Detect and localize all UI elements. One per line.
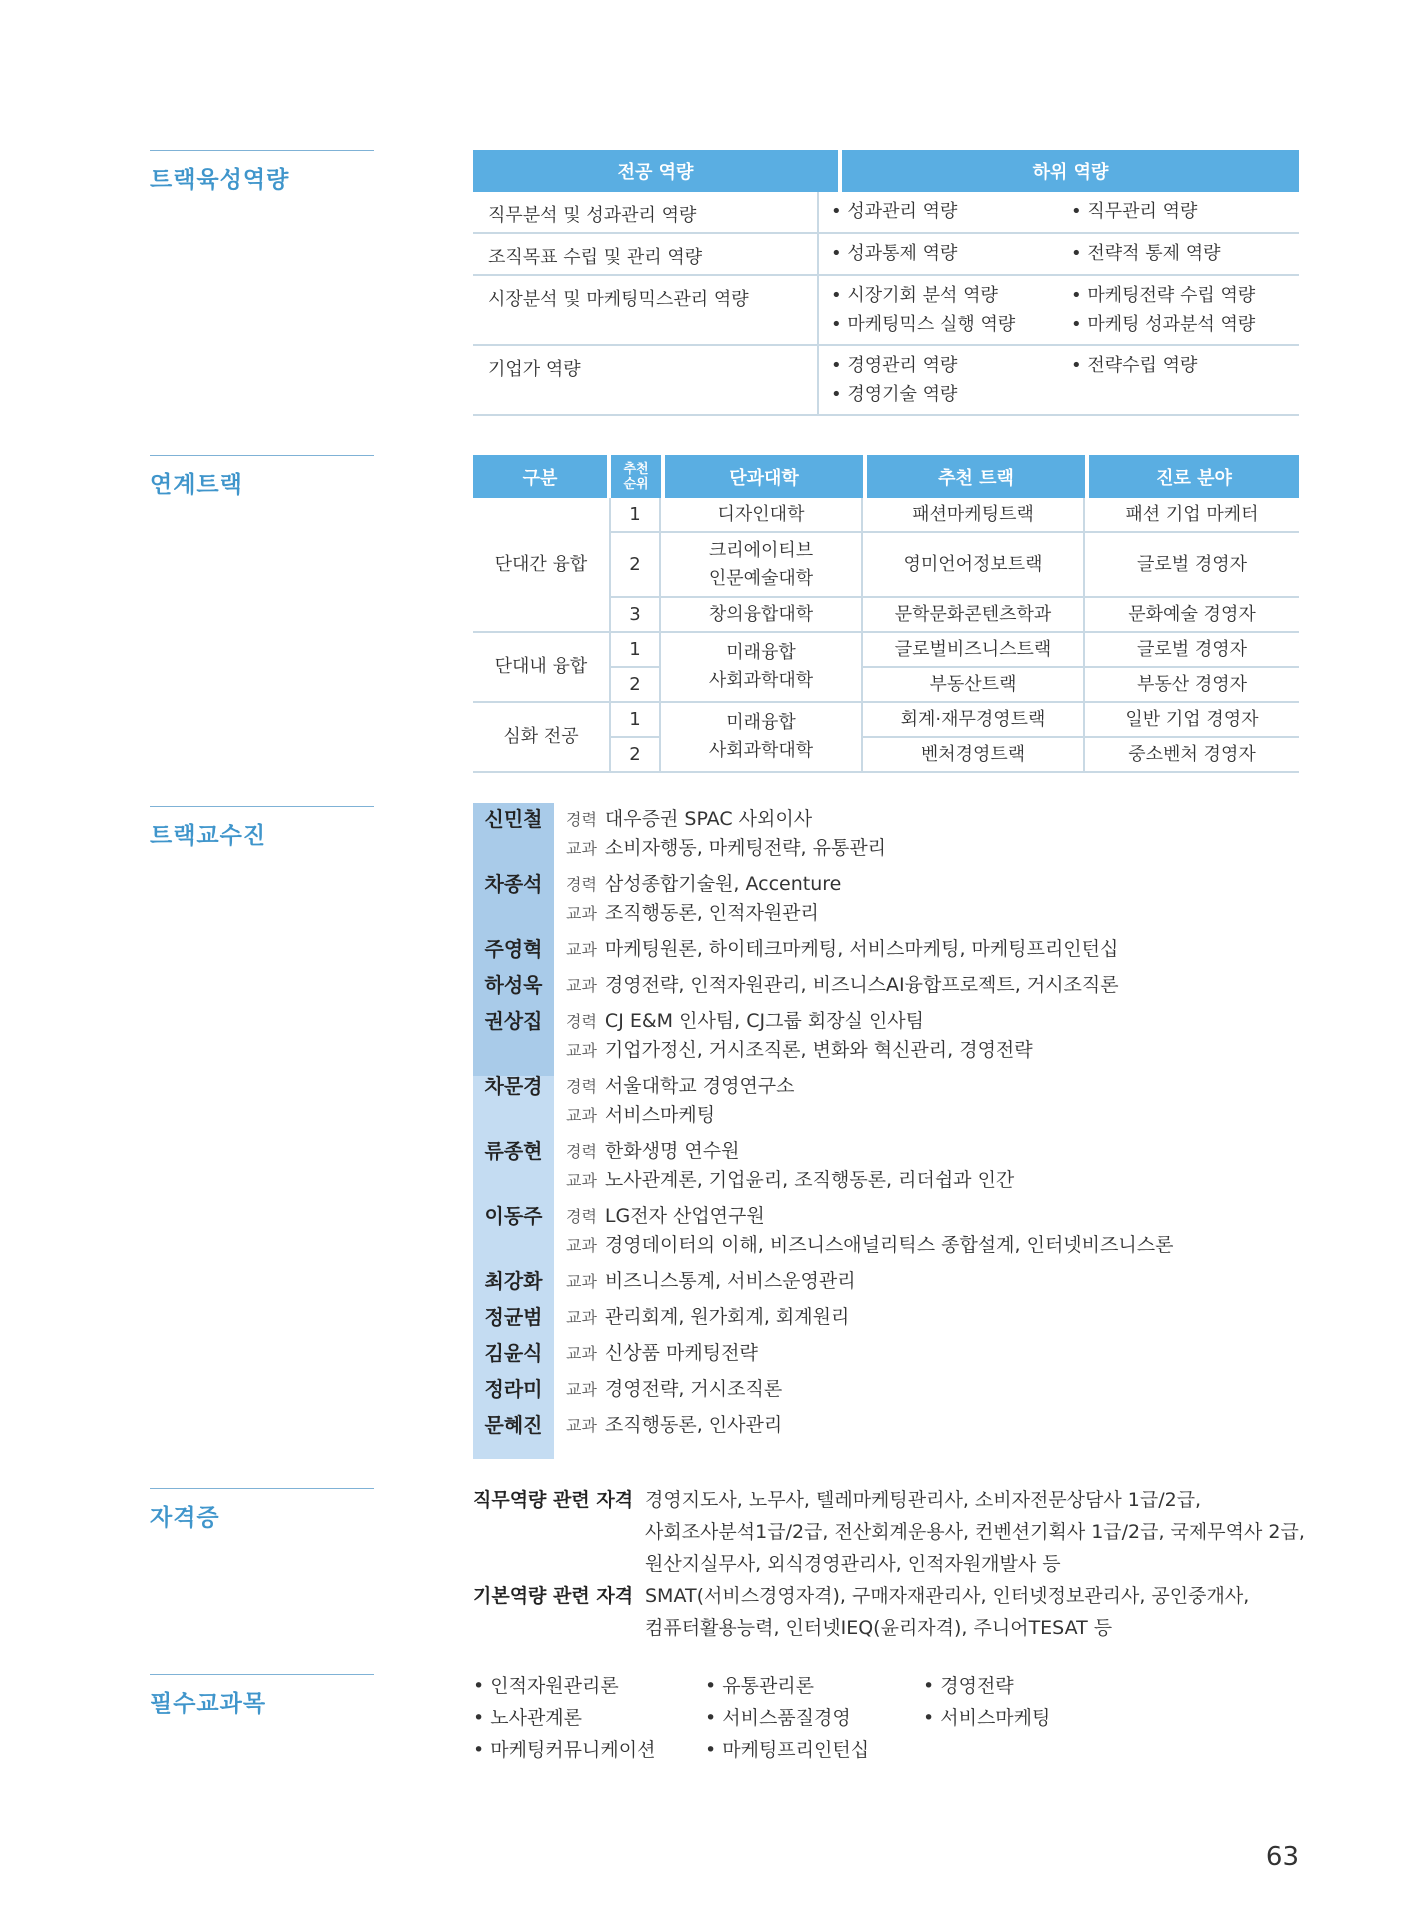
faculty-courses: 조직행동론, 인적자원관리 <box>604 902 819 924</box>
rank-cell: 2 <box>611 533 661 598</box>
section-title-track-competency: 트랙육성역량 <box>150 150 374 194</box>
track-cell: 회계·재무경영트랙 <box>863 703 1085 738</box>
certificate-line: 사회조사분석1급/2급, 전산회계운용사, 컨벤션기획사 1급/2급, 국제무역사 2급, <box>645 1521 1305 1543</box>
faculty-courses: 마케팅원론, 하이테크마케팅, 서비스마케팅, 마케팅프리인턴십 <box>604 938 1119 960</box>
header-rank-top: 추천 <box>623 461 649 477</box>
college-cell <box>661 633 863 703</box>
rank-cell: 1 <box>611 498 661 533</box>
major-competency: 기업가 역량 <box>488 359 581 380</box>
college-line: 미래융합 <box>726 712 796 733</box>
faculty-name: 문혜진 <box>484 1413 543 1437</box>
certificate-line: 원산지실무사, 외식경영관리사, 인적자원개발사 등 <box>645 1553 1061 1575</box>
faculty-career: CJ E&M 인사팀, CJ그룹 회장실 인사팀 <box>604 1010 925 1032</box>
faculty-career: 서울대학교 경영연구소 <box>604 1075 795 1097</box>
rank-cell: 2 <box>611 668 661 703</box>
college-line: 크리에이티브 <box>708 539 814 561</box>
course-tag: 교과 <box>566 1106 597 1125</box>
career-tag: 경력 <box>566 1207 597 1226</box>
required-course: • 인적자원관리론 <box>473 1675 619 1697</box>
rank-cell: 1 <box>611 703 661 738</box>
career-cell: 중소벤처 경영자 <box>1085 738 1299 773</box>
sub-competency: • 마케팅 성과분석 역량 <box>1071 314 1256 335</box>
college-line: 사회과학대학 <box>708 670 814 691</box>
faculty-name: 김윤식 <box>484 1341 543 1365</box>
track-cell: 벤처경영트랙 <box>863 738 1085 773</box>
career-cell: 글로벌 경영자 <box>1085 633 1299 668</box>
college-line: 미래융합 <box>726 642 796 663</box>
course-tag: 교과 <box>566 1380 597 1399</box>
sub-competency: • 직무관리 역량 <box>1071 201 1198 222</box>
faculty-courses: 경영데이터의 이해, 비즈니스애널리틱스 종합설계, 인터넷비즈니스론 <box>604 1234 1174 1256</box>
required-course: • 마케팅커뮤니케이션 <box>473 1739 656 1761</box>
page-number: 63 <box>1265 1842 1299 1872</box>
certificate-line: SMAT(서비스경영자격), 구매자재관리사, 인터넷정보관리사, 공인중개사, <box>645 1585 1250 1607</box>
faculty-name: 류종현 <box>484 1139 543 1163</box>
table-row <box>473 234 1299 276</box>
faculty-career: 대우증권 SPAC 사외이사 <box>604 808 813 830</box>
required-course: • 노사관계론 <box>473 1707 583 1729</box>
course-tag: 교과 <box>566 1344 597 1363</box>
course-tag: 교과 <box>566 1308 597 1327</box>
section-title-certificates: 자격증 <box>150 1488 374 1532</box>
track-cell: 문학문화콘텐츠학과 <box>863 598 1085 633</box>
career-tag: 경력 <box>566 1142 597 1161</box>
required-course: • 경영전략 <box>923 1675 1014 1697</box>
sub-competency: • 경영관리 역량 <box>831 355 958 376</box>
faculty-name: 이동주 <box>484 1204 543 1228</box>
track-cell: 글로벌비즈니스트랙 <box>863 633 1085 668</box>
faculty-courses: 기업가정신, 거시조직론, 변화와 혁신관리, 경영전략 <box>604 1039 1033 1061</box>
major-competency: 시장분석 및 마케팅믹스관리 역량 <box>488 289 749 310</box>
certificate-line: 경영지도사, 노무사, 텔레마케팅관리사, 소비자전문상담사 1급/2급, <box>645 1489 1202 1511</box>
faculty-name: 권상집 <box>484 1009 543 1033</box>
required-courses-col-3 <box>923 1670 1050 1734</box>
competency-table <box>473 150 1299 416</box>
faculty-name: 차문경 <box>484 1074 543 1098</box>
rank-cell: 3 <box>611 598 661 633</box>
faculty-courses: 노사관계론, 기업윤리, 조직행동론, 리더쉽과 인간 <box>604 1169 1015 1191</box>
header-rank <box>611 455 661 498</box>
rank-cell: 2 <box>611 738 661 773</box>
required-course: • 서비스마케팅 <box>923 1707 1051 1729</box>
faculty-career: LG전자 산업연구원 <box>604 1205 765 1227</box>
certificate-job-label: 직무역량 관련 자격 <box>473 1489 634 1511</box>
sub-competency: • 전략수립 역량 <box>1071 355 1198 376</box>
group-label: 단대간 융합 <box>473 498 611 633</box>
faculty-courses: 비즈니스통계, 서비스운영관리 <box>604 1270 856 1292</box>
section-title-required-courses: 필수교과목 <box>150 1674 374 1718</box>
faculty-name: 정균범 <box>484 1305 543 1329</box>
faculty-name: 차종석 <box>484 872 543 896</box>
required-course: • 유통관리론 <box>705 1675 815 1697</box>
required-courses-col-1 <box>473 1670 655 1766</box>
faculty-courses: 소비자행동, 마케팅전략, 유통관리 <box>604 837 887 859</box>
section-title-track-faculty: 트랙교수진 <box>150 806 374 850</box>
college-cell <box>661 703 863 773</box>
college-cell <box>661 533 863 598</box>
course-tag: 교과 <box>566 976 597 995</box>
course-tag: 교과 <box>566 839 597 858</box>
table-row <box>473 346 1299 416</box>
faculty-name: 하성욱 <box>484 973 543 997</box>
faculty-name: 정라미 <box>484 1377 543 1401</box>
major-competency: 조직목표 수립 및 관리 역량 <box>488 247 703 268</box>
sub-competency: • 성과관리 역량 <box>831 201 958 222</box>
career-cell: 부동산 경영자 <box>1085 668 1299 703</box>
course-tag: 교과 <box>566 1171 597 1190</box>
group-label: 심화 전공 <box>473 703 611 773</box>
required-course: • 서비스품질경영 <box>705 1707 851 1729</box>
career-tag: 경력 <box>566 875 597 894</box>
sub-competency: • 경영기술 역량 <box>831 384 958 405</box>
header-category: 구분 <box>473 455 607 498</box>
career-tag: 경력 <box>566 1012 597 1031</box>
header-sub-competency: 하위 역량 <box>842 150 1299 192</box>
table-row <box>473 192 1299 234</box>
faculty-courses: 관리회계, 원가회계, 회계원리 <box>604 1306 850 1328</box>
sub-competency: • 성과통제 역량 <box>831 243 958 264</box>
course-tag: 교과 <box>566 1236 597 1255</box>
certificate-basic-label: 기본역량 관련 자격 <box>473 1585 634 1607</box>
track-cell: 영미언어정보트랙 <box>863 533 1085 598</box>
group-label: 단대내 융합 <box>473 633 611 703</box>
track-cell: 부동산트랙 <box>863 668 1085 703</box>
sub-competency: • 전략적 통제 역량 <box>1071 243 1221 264</box>
faculty-name: 최강화 <box>484 1269 543 1293</box>
faculty-courses: 경영전략, 인적자원관리, 비즈니스AI융합프로젝트, 거시조직론 <box>604 974 1119 996</box>
sub-competency: • 시장기회 분석 역량 <box>831 285 998 306</box>
linked-track-table-header <box>473 455 1299 498</box>
competency-table-header <box>473 150 1299 192</box>
career-cell: 일반 기업 경영자 <box>1085 703 1299 738</box>
faculty-courses: 신상품 마케팅전략 <box>604 1342 758 1364</box>
header-career: 진로 분야 <box>1089 455 1299 498</box>
career-tag: 경력 <box>566 810 597 829</box>
college-cell: 창의융합대학 <box>661 598 863 633</box>
career-cell: 문화예술 경영자 <box>1085 598 1299 633</box>
faculty-name: 신민철 <box>484 807 543 831</box>
faculty-courses: 조직행동론, 인사관리 <box>604 1414 783 1436</box>
header-college: 단과대학 <box>665 455 863 498</box>
faculty-courses: 서비스마케팅 <box>604 1104 716 1126</box>
header-major-competency: 전공 역량 <box>473 150 838 192</box>
section-title-linked-track: 연계트랙 <box>150 455 374 499</box>
rank-cell: 1 <box>611 633 661 668</box>
sub-competency: • 마케팅믹스 실행 역량 <box>831 314 1016 335</box>
header-rank-bottom: 순위 <box>623 476 649 492</box>
sub-competency: • 마케팅전략 수립 역량 <box>1071 285 1256 306</box>
certificate-line: 컴퓨터활용능력, 인터넷IEQ(윤리자격), 주니어TESAT 등 <box>645 1617 1113 1639</box>
college-line: 사회과학대학 <box>708 740 814 761</box>
college-line: 인문예술대학 <box>708 567 814 589</box>
required-courses-col-2 <box>705 1670 869 1766</box>
faculty-career: 삼성종합기술원, Accenture <box>604 873 842 895</box>
college-cell: 디자인대학 <box>661 498 863 533</box>
course-tag: 교과 <box>566 904 597 923</box>
course-tag: 교과 <box>566 1041 597 1060</box>
course-tag: 교과 <box>566 1272 597 1291</box>
faculty-name: 주영혁 <box>484 937 543 961</box>
major-competency: 직무분석 및 성과관리 역량 <box>488 205 697 226</box>
required-course: • 마케팅프리인턴십 <box>705 1739 870 1761</box>
table-row <box>473 276 1299 346</box>
career-cell: 글로벌 경영자 <box>1085 533 1299 598</box>
course-tag: 교과 <box>566 1416 597 1435</box>
track-cell: 패션마케팅트랙 <box>863 498 1085 533</box>
career-tag: 경력 <box>566 1077 597 1096</box>
course-tag: 교과 <box>566 940 597 959</box>
faculty-career: 한화생명 연수원 <box>604 1140 740 1162</box>
header-track: 추천 트랙 <box>867 455 1085 498</box>
faculty-courses: 경영전략, 거시조직론 <box>604 1378 783 1400</box>
career-cell: 패션 기업 마케터 <box>1085 498 1299 533</box>
